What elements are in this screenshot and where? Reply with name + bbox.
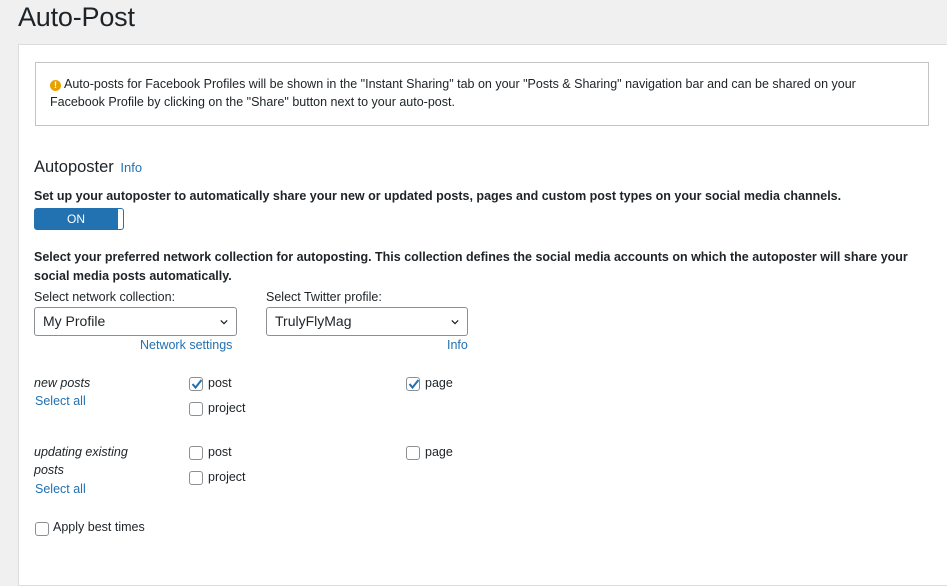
autoposter-title: Autoposter xyxy=(34,158,114,176)
autoposter-heading xyxy=(34,158,142,177)
network-settings-link[interactable]: Network settings xyxy=(140,338,233,352)
check-icon xyxy=(190,377,204,391)
autopost-panel xyxy=(18,44,947,586)
new-post-checkbox[interactable] xyxy=(189,377,203,391)
twitter-info-link[interactable]: Info xyxy=(447,338,468,352)
network-collection-select[interactable] xyxy=(34,307,237,336)
update-post-checkbox[interactable] xyxy=(189,446,203,460)
notice-text: Auto-posts for Facebook Profiles will be shown in the "Instant Sharing" tab on your "Posts & Sharing" navigation bar and can be shared on your Facebook Profile by clicking on the "Share" button next to your auto-post. xyxy=(50,77,856,109)
autoposter-info-link[interactable]: Info xyxy=(120,160,143,175)
new-posts-label: new posts xyxy=(34,376,91,390)
twitter-profile-select[interactable] xyxy=(266,307,468,336)
new-post-label: post xyxy=(208,376,232,390)
best-times-label: Apply best times xyxy=(53,520,145,534)
new-page-checkbox[interactable] xyxy=(406,377,420,391)
autoposter-toggle[interactable] xyxy=(34,208,124,230)
twitter-profile-label: Select Twitter profile: xyxy=(266,290,382,304)
twitter-profile-value: TrulyFlyMag xyxy=(275,313,352,329)
toggle-knob xyxy=(118,209,123,229)
new-posts-select-all[interactable]: Select all xyxy=(35,394,86,408)
chevron-down-icon xyxy=(220,318,228,326)
toggle-on-label: ON xyxy=(35,209,117,229)
new-page-label: page xyxy=(425,376,453,390)
chevron-down-icon xyxy=(451,318,459,326)
update-project-label: project xyxy=(208,470,246,484)
new-project-checkbox[interactable] xyxy=(189,402,203,416)
update-page-checkbox[interactable] xyxy=(406,446,420,460)
facebook-notice xyxy=(35,62,929,126)
page-title: Auto-Post xyxy=(18,2,135,32)
check-icon xyxy=(407,377,421,391)
updating-posts-label: updating existing posts xyxy=(34,445,128,477)
update-page-label: page xyxy=(425,445,453,459)
network-collection-label: Select network collection: xyxy=(34,290,176,304)
update-project-checkbox[interactable] xyxy=(189,471,203,485)
warning-icon: ! xyxy=(50,80,61,91)
new-project-label: project xyxy=(208,401,246,415)
collection-description: Select your preferred network collection for autoposting. This collection defines the social media accounts on which the autoposter will share your social media posts automatically. xyxy=(34,250,908,283)
updating-posts-select-all[interactable]: Select all xyxy=(35,482,86,496)
autoposter-description: Set up your autoposter to automatically share your new or updated posts, pages and custom post types on your social media channels. xyxy=(34,189,842,203)
update-post-label: post xyxy=(208,445,232,459)
best-times-checkbox[interactable] xyxy=(35,522,49,536)
network-collection-value: My Profile xyxy=(43,313,106,329)
